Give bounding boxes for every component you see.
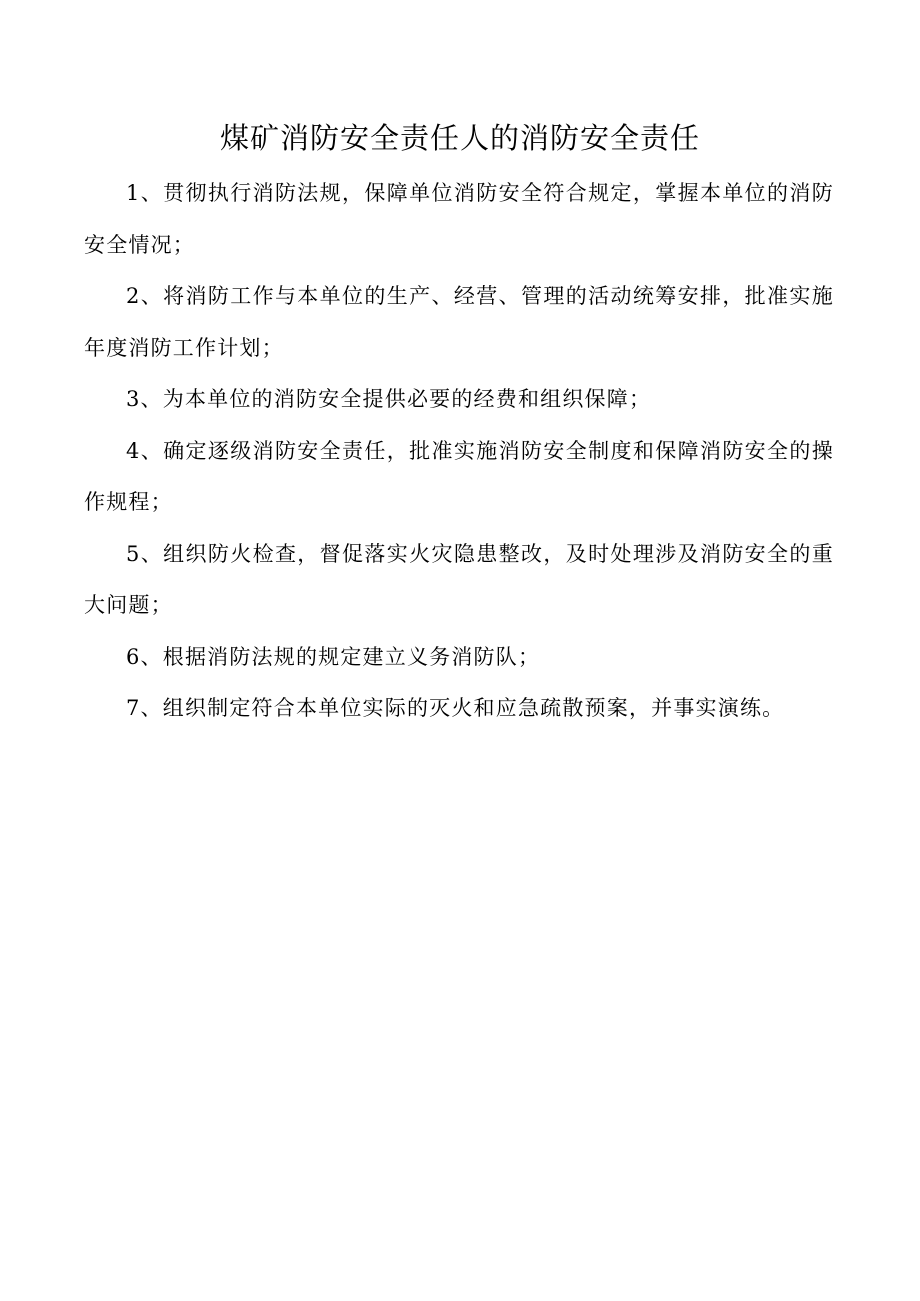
responsibility-item-3: 3、为本单位的消防安全提供必要的经费和组织保障； (126, 387, 652, 411)
responsibility-item-6: 6、根据消防法规的规定建立义务消防队； (126, 644, 541, 669)
responsibility-item-4: 4、确定逐级消防安全责任，批准实施消防安全制度和保障消防安全的操作规程； (84, 438, 834, 514)
responsibility-item-1: 1、贯彻执行消防法规，保障单位消防安全符合规定，掌握本单位的消防安全情况； (84, 181, 834, 257)
responsibility-item-7: 7、组织制定符合本单位实际的灭火和应急疏散预案，并事实演练。 (126, 696, 785, 720)
responsibility-item-5: 5、组织防火检查，督促落实火灾隐患整改，及时处理涉及消防安全的重大问题； (84, 541, 834, 617)
document-title: 煤矿消防安全责任人的消防安全责任 (219, 121, 700, 155)
document-body (84, 168, 834, 735)
responsibility-item-2: 2、将消防工作与本单位的生产、经营、管理的活动统筹安排，批准实施年度消防工作计划； (84, 284, 834, 360)
